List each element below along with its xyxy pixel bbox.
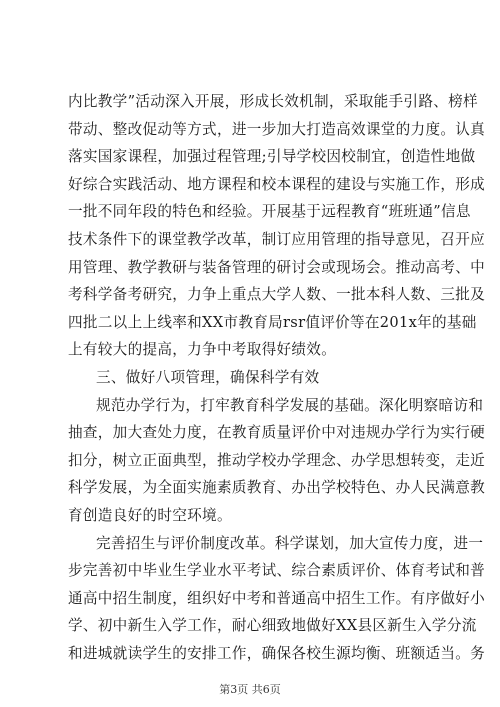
text-line: 好综合实践活动、地方课程和校本课程的建设与实施工作，形成 xyxy=(68,175,486,193)
text-line: 步完善初中毕业生学业水平考试、综合素质评价、体育考试和普 xyxy=(68,562,486,580)
text-line: 扣分，树立正面典型，推动学校办学理念、办学思想转变，走近 xyxy=(68,451,486,469)
page-footer xyxy=(0,683,500,697)
text-line: 规范办学行为，打牢教育科学发展的基础。深化明察暗访和 xyxy=(96,396,484,414)
text-line: 一批不同年段的特色和经验。开展基于远程教育“班班通”信息 xyxy=(68,203,471,221)
text-line: 抽查，加大查处力度，在教育质量评价中对违规办学行为实行硬 xyxy=(68,424,486,442)
section-heading: 三、做好八项管理，确保科学有效 xyxy=(96,368,320,386)
text-line: 完善招生与评价制度改革。科学谋划，加大宣传力度，进一 xyxy=(96,534,484,552)
text-line: 技术条件下的课堂教学改革，制订应用管理的指导意见，召开应 xyxy=(68,230,486,248)
text-line: 学、初中新生入学工作，耐心细致地做好XX县区新生入学分流 xyxy=(68,617,477,635)
text-line: 带动、整改促动等方式，进一步加大打造高效课堂的力度。认真 xyxy=(68,120,486,138)
text-line: 用管理、教学教研与装备管理的研讨会或现场会。推动高考、中 xyxy=(68,258,486,276)
text-line: 和进城就读学生的安排工作，确保各校生源均衡、班额适当。务 xyxy=(68,644,486,662)
text-line: 育创造良好的时空环境。 xyxy=(68,506,232,524)
text-line: 四批二以上上线率和XX市教育局rsr值评价等在201x年的基础 xyxy=(68,313,477,331)
text-line: 通高中招生制度，组织好中考和普通高中招生工作。有序做好小 xyxy=(68,589,486,607)
text-line: 内比教学”活动深入开展，形成长效机制，采取能手引路、榜样 xyxy=(68,93,478,110)
text-line: 考科学备考研究，力争上重点大学人数、一批本科人数、三批及 xyxy=(68,286,486,304)
text-line: 科学发展，为全面实施素质教育、办出学校特色、办人民满意教 xyxy=(68,479,486,497)
text-line: 上有较大的提高，力争中考取得好绩效。 xyxy=(68,341,337,359)
document-body xyxy=(68,88,486,667)
text-line: 落实国家课程，加强过程管理;引导学校因校制宜，创造性地做 xyxy=(68,148,476,166)
page-number: 第3页 共6页 xyxy=(219,683,281,696)
